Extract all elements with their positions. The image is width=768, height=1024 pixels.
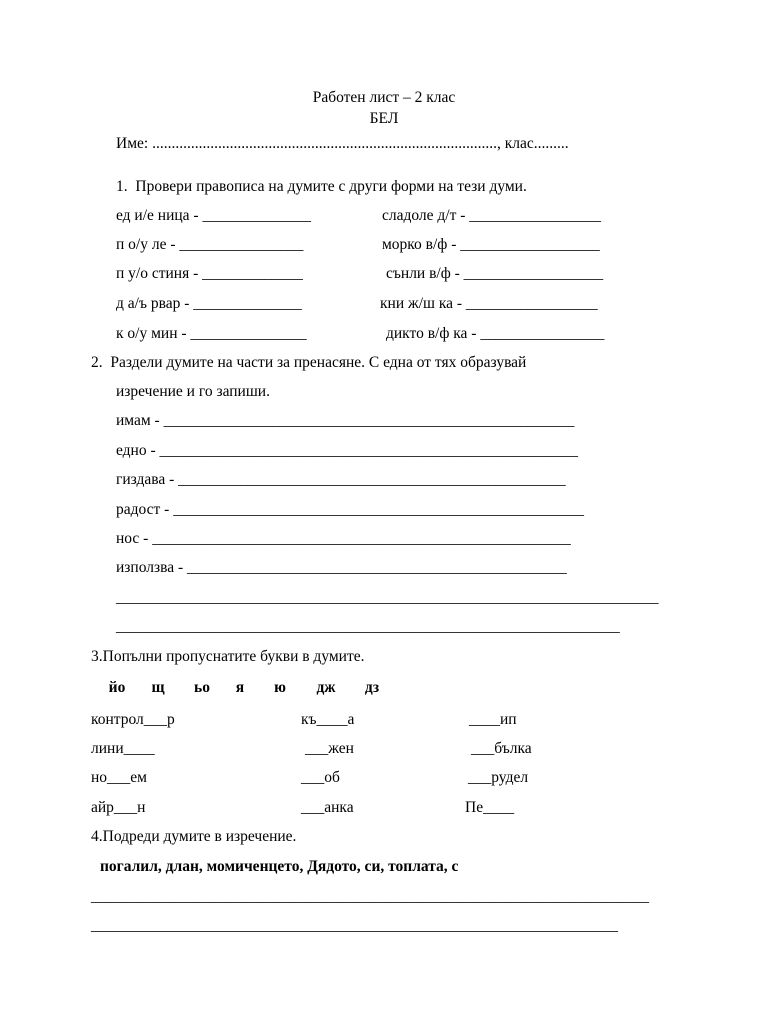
- task1-right-item: сънли в/ф - __________________: [386, 265, 604, 282]
- task2-word-line: използва - _________________________________________________: [116, 559, 567, 576]
- missing-letter-word: ____ип: [469, 711, 517, 728]
- task2-sentence-line: ______________________________________________________________________: [116, 589, 659, 606]
- letter-option: йо: [108, 679, 126, 696]
- letter-option: щ: [151, 679, 165, 696]
- task2-word-line: едно - ______________________________________________________: [116, 442, 579, 459]
- letter-option: ю: [274, 679, 286, 696]
- letter-option: дж: [316, 679, 336, 696]
- letter-option: я: [235, 679, 245, 696]
- task4-heading: 4.Подреди думите в изречение.: [91, 828, 297, 845]
- task2-heading-continuation: изречение и го запиши.: [116, 383, 270, 400]
- task2-sentence-line: _________________________________________________________________: [116, 618, 620, 635]
- subject-title: БЕЛ: [369, 110, 399, 127]
- task4-scrambled-words: погалил, длан, момиченцето, Дядото, си, топлата, с: [100, 858, 459, 875]
- missing-letter-word: ___анка: [301, 799, 354, 816]
- task2-word-line: радост - _____________________________________________________: [116, 501, 584, 518]
- task1-left-item: д а/ъ рвар - ______________: [116, 295, 302, 312]
- letter-option: ьо: [194, 679, 210, 696]
- task4-answer-line: ____________________________________________________________________: [91, 917, 618, 934]
- task1-heading: 1. Провери правописа на думите с други форми на тези думи.: [116, 178, 527, 195]
- task1-right-item: кни ж/ш ка - _________________: [380, 295, 598, 312]
- task2-word-line: гиздава - __________________________________________________: [116, 471, 566, 488]
- missing-letter-word: ___рудел: [468, 769, 529, 786]
- missing-letter-word: лини____: [91, 740, 155, 757]
- missing-letter-word: контрол___р: [91, 711, 175, 728]
- missing-letter-word: къ____а: [301, 711, 355, 728]
- task1-left-item: ед и/е ница - ______________: [116, 207, 311, 224]
- task2-heading: 2. Раздели думите на части за пренасяне. С една от тях образувай: [91, 354, 527, 371]
- task2-word-line: нос - ______________________________________________________: [116, 530, 571, 547]
- letter-option: дз: [364, 679, 380, 696]
- name-class-line: Име: ........................................................................................., клас.........: [116, 135, 569, 152]
- missing-letter-word: но___ем: [91, 769, 147, 786]
- missing-letter-word: айр___н: [91, 799, 146, 816]
- missing-letter-word: ___жен: [305, 740, 354, 757]
- task1-left-item: п о/у ле - ________________: [116, 236, 304, 253]
- task1-right-item: морко в/ф - __________________: [382, 236, 600, 253]
- task1-right-item: дикто в/ф ка - ________________: [386, 325, 605, 342]
- missing-letter-word: ___бълка: [471, 740, 532, 757]
- task3-heading: 3.Попълни пропуснатите букви в думите.: [91, 648, 365, 665]
- task1-left-item: к о/у мин - _______________: [116, 325, 307, 342]
- worksheet-title: Работен лист – 2 клас: [312, 89, 456, 106]
- task2-word-line: имам - _____________________________________________________: [116, 412, 575, 429]
- task1-left-item: п у/о стиня - _____________: [116, 265, 303, 282]
- task1-right-item: сладоле д/т - _________________: [382, 207, 602, 224]
- missing-letter-word: Пе____: [465, 799, 515, 816]
- task4-answer-line: ________________________________________________________________________: [91, 888, 649, 905]
- missing-letter-word: ___об: [301, 769, 340, 786]
